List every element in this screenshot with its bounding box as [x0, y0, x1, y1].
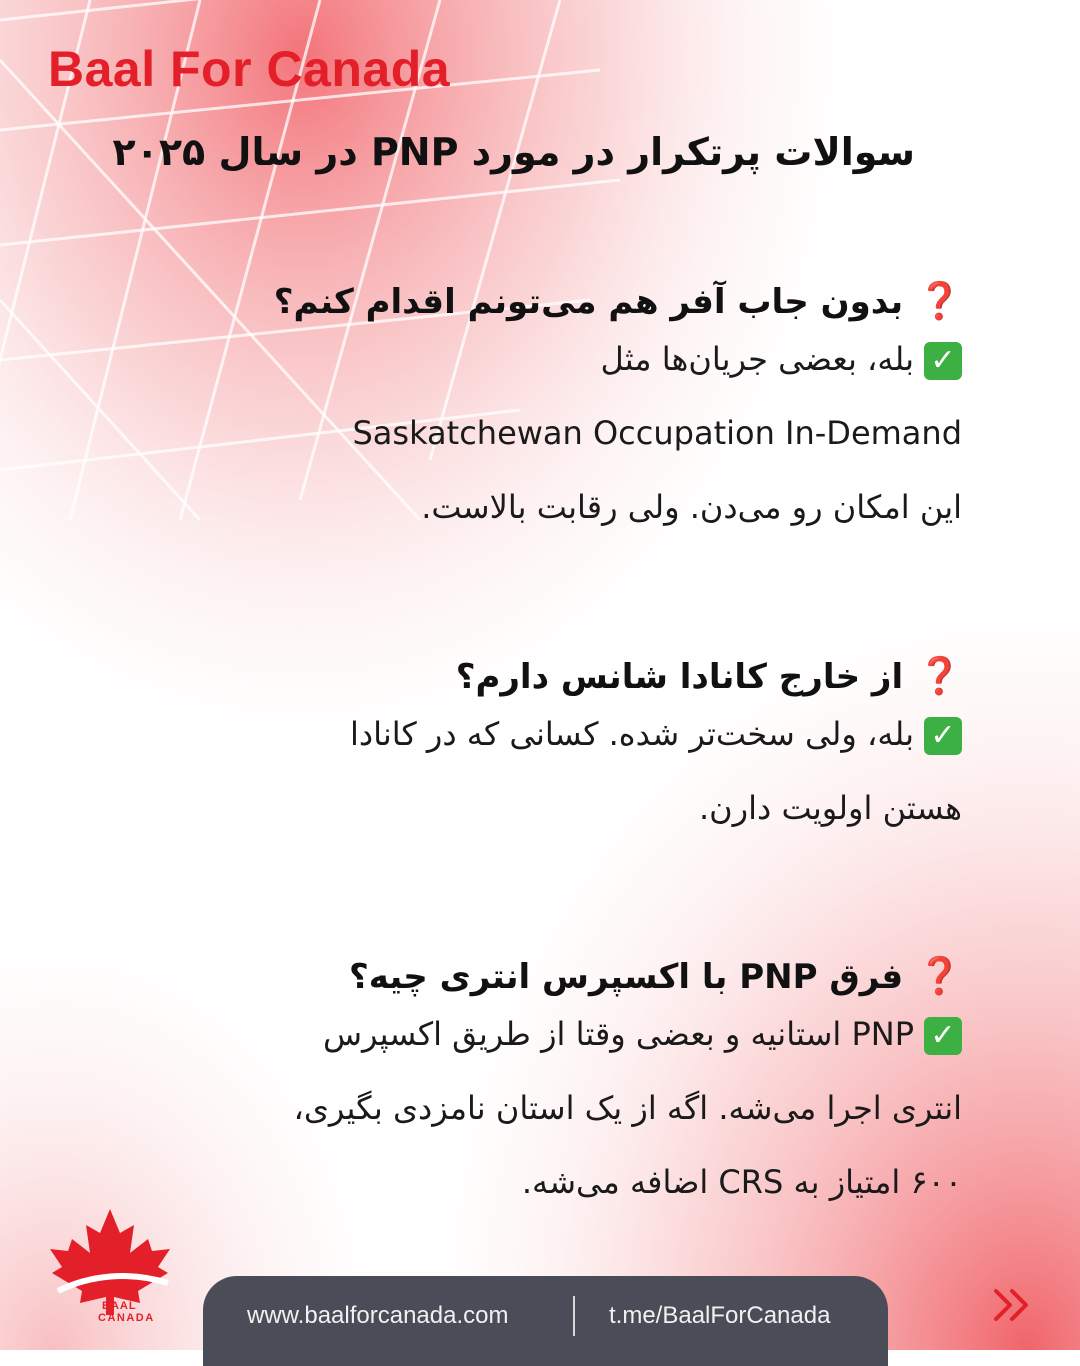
faq-answer-line: بله، بعضی جریان‌ها مثل	[600, 340, 914, 378]
faq-question-text: از خارج کانادا شانس دارم؟	[455, 657, 904, 697]
check-mark-icon: ✓	[924, 1017, 962, 1055]
faq-question	[102, 655, 962, 697]
footer-divider	[573, 1296, 575, 1336]
faq-answer	[102, 997, 962, 1219]
website-link[interactable]: www.baalforcanada.com	[247, 1302, 509, 1329]
brand-title: Baal For Canada	[48, 41, 451, 97]
telegram-link[interactable]: t.me/BaalForCanada	[609, 1302, 831, 1329]
footer-bar	[203, 1276, 888, 1366]
faq-item-2	[102, 655, 962, 845]
faq-answer-line: هستن اولویت دارن.	[699, 789, 962, 827]
faq-answer-line: Saskatchewan Occupation In-Demand	[352, 414, 962, 452]
logo-line1: BAAL	[102, 1300, 137, 1312]
question-mark-icon: ❓	[917, 656, 962, 697]
check-mark-icon: ✓	[924, 717, 962, 755]
faq-question-text: بدون جاب آفر هم می‌تونم اقدام کنم؟	[273, 282, 904, 322]
faq-answer-line: بله، ولی سخت‌تر شده. کسانی که در کانادا	[349, 715, 914, 753]
baal-canada-logo	[40, 1205, 180, 1325]
faq-answer-line: PNP استانیه و بعضی وقتا از طریق اکسپرس	[322, 1015, 914, 1053]
double-chevron-right-icon[interactable]	[990, 1285, 1034, 1325]
faq-item-3	[102, 955, 962, 1219]
faq-item-1	[102, 280, 962, 544]
check-mark-icon: ✓	[924, 342, 962, 380]
question-mark-icon: ❓	[917, 956, 962, 997]
page-title: سوالات پرتکرار در مورد PNP در سال ۲۰۲۵	[112, 130, 915, 174]
logo-line2: CANADA	[98, 1312, 155, 1324]
faq-question	[102, 280, 962, 322]
faq-answer-line: ۶۰۰ امتیاز به CRS اضافه می‌شه.	[521, 1163, 962, 1201]
faq-answer	[102, 697, 962, 845]
faq-answer-line: این امکان رو می‌دن. ولی رقابت بالاست.	[421, 488, 962, 526]
faq-question	[102, 955, 962, 997]
question-mark-icon: ❓	[917, 281, 962, 322]
faq-answer	[102, 322, 962, 544]
faq-question-text: فرق PNP با اکسپرس انتری چیه؟	[349, 957, 904, 997]
faq-answer-line: انتری اجرا می‌شه. اگه از یک استان نامزدی بگیری،	[293, 1089, 962, 1127]
